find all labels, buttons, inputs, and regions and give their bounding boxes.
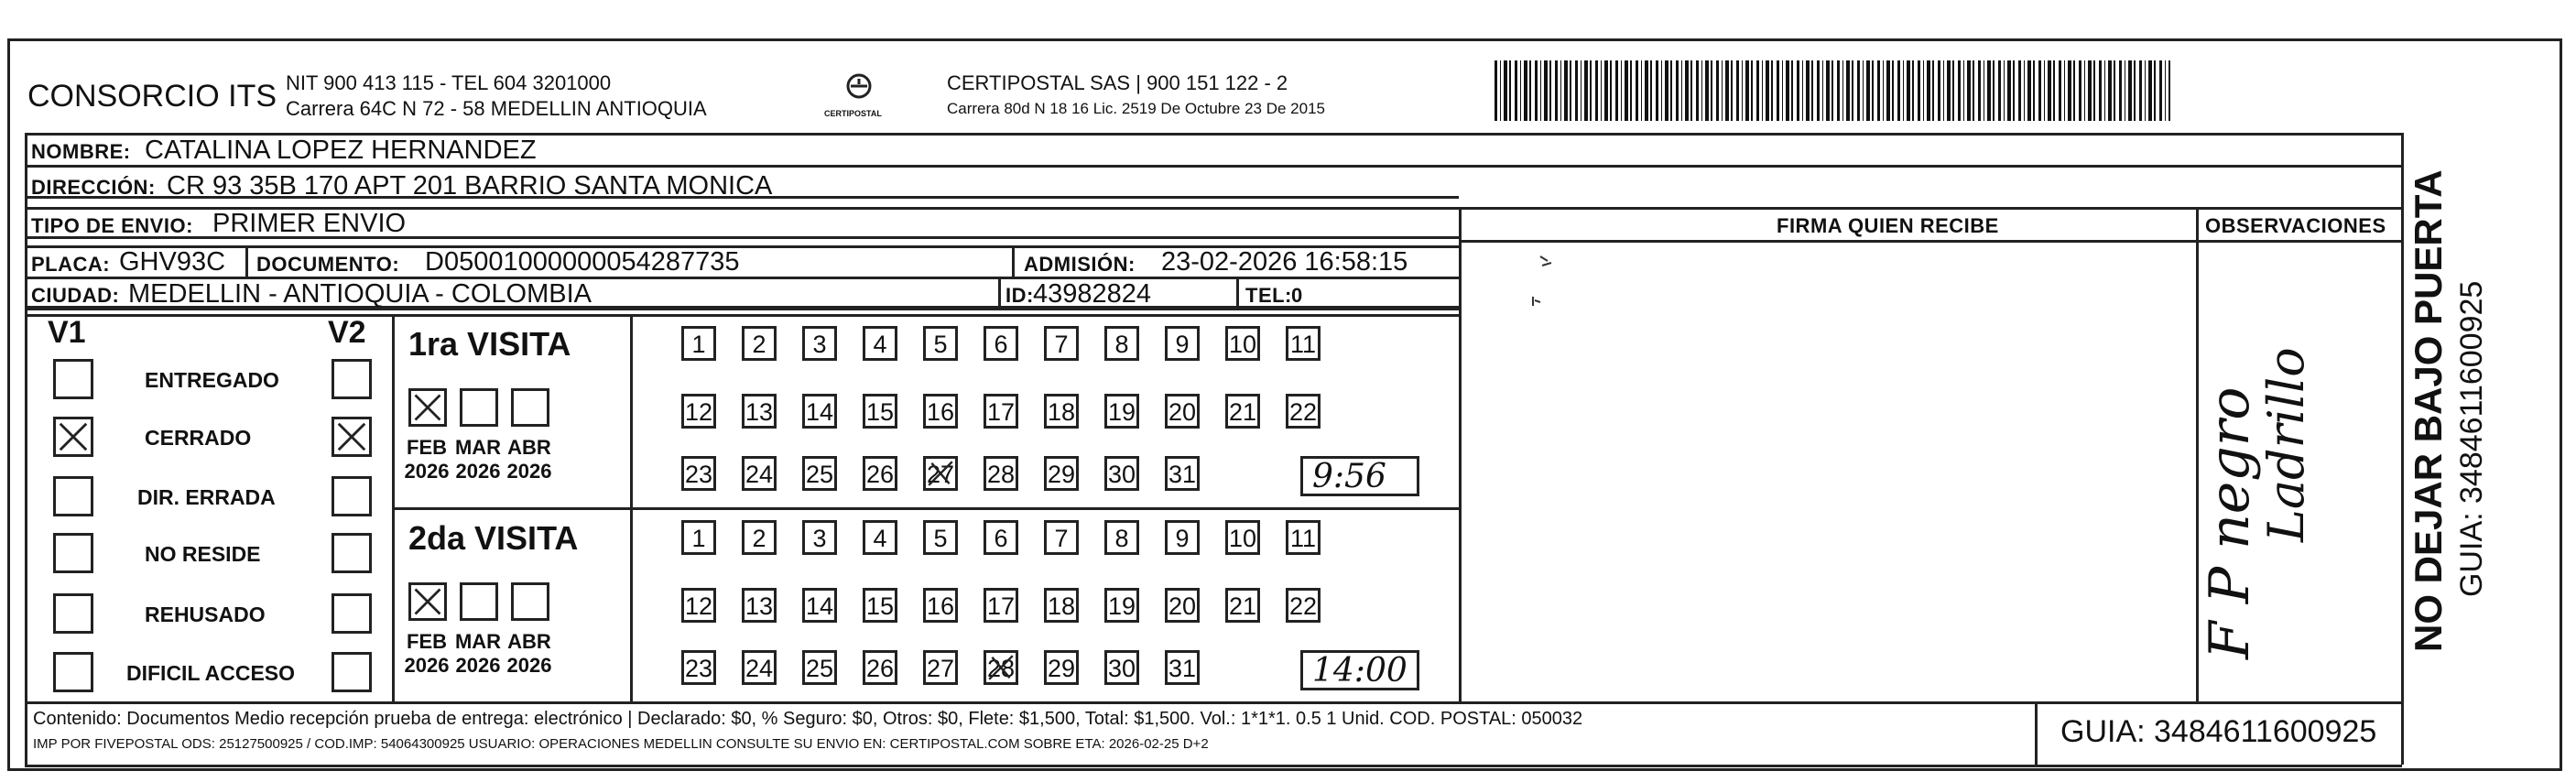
visit-0-day-27[interactable]: 27 <box>923 456 958 491</box>
observations-column-header: OBSERVACIONES <box>2205 214 2386 237</box>
status-v2-checkbox-3[interactable] <box>332 533 372 573</box>
visit-1-month-checkbox-1[interactable] <box>460 582 498 621</box>
certipostal-logo-text: CERTIPOSTAL <box>824 109 882 118</box>
visit-title-1: 2da VISITA <box>408 519 579 557</box>
visit-1-day-1[interactable]: 1 <box>681 520 716 555</box>
status-v1-checkbox-4[interactable] <box>53 593 93 634</box>
visit-1-day-17[interactable]: 17 <box>984 588 1018 623</box>
status-label-5: DIFICIL ACCESO <box>126 661 296 685</box>
visit-0-day-23[interactable]: 23 <box>681 456 716 491</box>
visit-1-day-24[interactable]: 24 <box>742 650 777 685</box>
visit-0-month-checkbox-0[interactable] <box>408 388 447 427</box>
admission-value: 23-02-2026 16:58:15 <box>1161 247 1408 277</box>
name-label: NOMBRE: <box>31 140 131 163</box>
status-label-2: DIR. ERRADA <box>137 485 276 509</box>
status-v2-checkbox-2[interactable] <box>332 476 372 516</box>
visit-0-day-11[interactable]: 11 <box>1286 326 1321 361</box>
visit-0-day-21[interactable]: 21 <box>1225 394 1260 429</box>
address-label: DIRECCIÓN: <box>31 176 156 199</box>
visit-0-month-year-2: 2026 <box>506 460 552 483</box>
sender-nit-tel: NIT 900 413 115 - TEL 604 3201000 <box>286 71 612 94</box>
signature-column-header: FIRMA QUIEN RECIBE <box>1777 214 1999 237</box>
visit-1-month-label-2 <box>502 630 557 679</box>
visit-0-day-4[interactable]: 4 <box>863 326 897 361</box>
visit-0-month-label-2 <box>502 436 557 484</box>
visit-0-day-1[interactable]: 1 <box>681 326 716 361</box>
visit-0-day-5[interactable]: 5 <box>923 326 958 361</box>
no-leave-under-door-notice: NO DEJAR BAJO PUERTA <box>2407 169 2450 652</box>
check-x-icon <box>411 391 444 424</box>
visit-0-day-6[interactable]: 6 <box>984 326 1018 361</box>
visit-0-month-checkbox-1[interactable] <box>460 388 498 427</box>
visit-0-day-12[interactable]: 12 <box>681 394 716 429</box>
city-label: CIUDAD: <box>31 284 120 307</box>
visit-1-month-label-1 <box>451 630 505 679</box>
visit-1-day-15[interactable]: 15 <box>863 588 897 623</box>
visit-1-time-box[interactable] <box>1300 650 1419 690</box>
sender-company: CONSORCIO ITS <box>27 79 277 114</box>
status-v2-checkbox-4[interactable] <box>332 593 372 634</box>
document-label: DOCUMENTO: <box>256 253 400 276</box>
carrier-name: CERTIPOSTAL SAS | 900 151 122 - 2 <box>947 71 1288 94</box>
status-label-3: NO RESIDE <box>145 542 261 566</box>
status-label-4: REHUSADO <box>145 603 266 626</box>
visit-1-day-2[interactable]: 2 <box>742 520 777 555</box>
visit-title-0: 1ra VISITA <box>408 325 571 363</box>
visit-0-month-label-1 <box>451 436 505 484</box>
status-v2-checkbox-0[interactable] <box>332 359 372 399</box>
visit-1-day-28[interactable]: 28 <box>984 650 1018 685</box>
visit-0-month-name-1: MAR <box>454 436 502 459</box>
visit-1-month-checkbox-2[interactable] <box>511 582 549 621</box>
visit-1-day-25[interactable]: 25 <box>802 650 837 685</box>
visit-1-day-22[interactable]: 22 <box>1286 588 1321 623</box>
plate-label: PLACA: <box>31 253 111 276</box>
id-label: ID: <box>1005 284 1034 307</box>
visit-1-day-12[interactable]: 12 <box>681 588 716 623</box>
visit-1-day-6[interactable]: 6 <box>984 520 1018 555</box>
visit-0-day-29[interactable]: 29 <box>1044 456 1079 491</box>
visit-1-day-10[interactable]: 10 <box>1225 520 1260 555</box>
visit-0-month-year-0: 2026 <box>404 460 450 483</box>
recipient-address: CR 93 35B 170 APT 201 BARRIO SANTA MONICA <box>167 171 773 201</box>
visit-1-day-7[interactable]: 7 <box>1044 520 1079 555</box>
signature-marks <box>1520 249 1630 322</box>
sender-address: Carrera 64C N 72 - 58 MEDELLIN ANTIOQUIA <box>286 97 707 120</box>
visit-0-day-17[interactable]: 17 <box>984 394 1018 429</box>
visit-1-day-20[interactable]: 20 <box>1165 588 1200 623</box>
certipostal-logo-icon <box>841 71 877 108</box>
plate-value: GHV93C <box>119 247 226 277</box>
visit-1-day-16[interactable]: 16 <box>923 588 958 623</box>
admission-label: ADMISIÓN: <box>1024 253 1136 276</box>
visit-1-day-23[interactable]: 23 <box>681 650 716 685</box>
visit-1-day-5[interactable]: 5 <box>923 520 958 555</box>
visit-1-month-checkbox-0[interactable] <box>408 582 447 621</box>
observation-handwriting-line1: Ladrillo <box>2257 347 2315 542</box>
visit-0-day-13[interactable]: 13 <box>742 394 777 429</box>
status-v1-checkbox-1[interactable] <box>53 417 93 457</box>
city-value: MEDELLIN - ANTIOQUIA - COLOMBIA <box>128 279 592 309</box>
footer-guide-number: GUIA: 3484611600925 <box>2060 714 2377 749</box>
visit-0-time: 9:56 <box>1312 458 1386 495</box>
visit-1-day-9[interactable]: 9 <box>1165 520 1200 555</box>
side-guide-number: GUIA: 3484611600925 <box>2454 280 2489 597</box>
check-x-icon <box>334 419 369 454</box>
visit-1-month-label-0 <box>399 630 454 679</box>
status-v1-checkbox-2[interactable] <box>53 476 93 516</box>
visit-0-day-8[interactable]: 8 <box>1104 326 1139 361</box>
visit-0-month-name-0: FEB <box>407 436 447 459</box>
visit-1-day-13[interactable]: 13 <box>742 588 777 623</box>
visit-0-day-10[interactable]: 10 <box>1225 326 1260 361</box>
visit-0-day-28[interactable]: 28 <box>984 456 1018 491</box>
visit-1-month-name-1: MAR <box>454 630 502 653</box>
visit-1-day-8[interactable]: 8 <box>1104 520 1139 555</box>
visit-1-day-19[interactable]: 19 <box>1104 588 1139 623</box>
visit-0-day-26[interactable]: 26 <box>863 456 897 491</box>
visit-0-month-year-1: 2026 <box>455 460 501 483</box>
visit-0-day-20[interactable]: 20 <box>1165 394 1200 429</box>
visit-1-day-4[interactable]: 4 <box>863 520 897 555</box>
carrier-address: Carrera 80d N 18 16 Lic. 2519 De Octubre 23 De 2015 <box>947 100 1325 117</box>
status-v2-checkbox-5[interactable] <box>332 652 372 692</box>
id-value: 43982824 <box>1033 279 1152 309</box>
ship-type: PRIMER ENVIO <box>212 209 407 238</box>
day-strike-icon <box>986 653 1016 682</box>
visit-0-month-checkbox-2[interactable] <box>511 388 549 427</box>
visit-1-day-18[interactable]: 18 <box>1044 588 1079 623</box>
visit-0-day-3[interactable]: 3 <box>802 326 837 361</box>
visit-0-day-7[interactable]: 7 <box>1044 326 1079 361</box>
visit-1-month-name-0: FEB <box>407 630 447 653</box>
visit-0-day-9[interactable]: 9 <box>1165 326 1200 361</box>
visit-1-month-year-0: 2026 <box>404 654 450 678</box>
visit-1-day-26[interactable]: 26 <box>863 650 897 685</box>
visit-1-day-11[interactable]: 11 <box>1286 520 1321 555</box>
v2-header: V2 <box>328 315 366 350</box>
visit-1-day-31[interactable]: 31 <box>1165 650 1200 685</box>
document-value: D05001000000054287735 <box>425 247 740 277</box>
day-strike-icon <box>926 459 955 488</box>
visit-0-month-label-0 <box>399 436 454 484</box>
status-label-1: CERRADO <box>145 426 252 450</box>
v1-header: V1 <box>48 315 86 350</box>
visit-0-day-2[interactable]: 2 <box>742 326 777 361</box>
visit-0-day-19[interactable]: 19 <box>1104 394 1139 429</box>
status-v2-checkbox-1[interactable] <box>332 417 372 457</box>
visit-0-day-15[interactable]: 15 <box>863 394 897 429</box>
status-v1-checkbox-5[interactable] <box>53 652 93 692</box>
visit-0-day-24[interactable]: 24 <box>742 456 777 491</box>
check-x-icon <box>411 585 444 618</box>
visit-1-day-21[interactable]: 21 <box>1225 588 1260 623</box>
visit-0-day-14[interactable]: 14 <box>802 394 837 429</box>
visit-0-day-18[interactable]: 18 <box>1044 394 1079 429</box>
status-label-0: ENTREGADO <box>145 368 279 392</box>
visit-0-month-name-2: ABR <box>507 436 551 459</box>
visit-1-day-29[interactable]: 29 <box>1044 650 1079 685</box>
visit-0-day-16[interactable]: 16 <box>923 394 958 429</box>
status-v1-checkbox-3[interactable] <box>53 533 93 573</box>
visit-1-day-27[interactable]: 27 <box>923 650 958 685</box>
visit-0-time-box[interactable] <box>1300 456 1419 496</box>
visit-0-day-22[interactable]: 22 <box>1286 394 1321 429</box>
visit-1-month-year-2: 2026 <box>506 654 552 678</box>
visit-0-day-25[interactable]: 25 <box>802 456 837 491</box>
visit-1-day-3[interactable]: 3 <box>802 520 837 555</box>
visit-0-day-31[interactable]: 31 <box>1165 456 1200 491</box>
footer-printed-info: IMP POR FIVEPOSTAL ODS: 25127500925 / COD.IMP: 54064300925 USUARIO: OPERACIONES MEDELLIN CONSULTE SU ENVIO EN: CERTIPOSTAL.COM SOBRE ETA: 2026-02-25 D+2 <box>33 736 1209 752</box>
status-v1-checkbox-0[interactable] <box>53 359 93 399</box>
visit-1-month-year-1: 2026 <box>455 654 501 678</box>
recipient-name: CATALINA LOPEZ HERNANDEZ <box>145 136 537 165</box>
tel-value: 0 <box>1291 284 1303 307</box>
barcode <box>1495 60 2170 121</box>
check-x-icon <box>56 419 91 454</box>
visit-1-month-name-2: ABR <box>507 630 551 653</box>
footer-contents: Contenido: Documentos Medio recepción prueba de entrega: electrónico | Declarado: $0, % Seguro: $0, Otros: $0, Flete: $1,500, Total: $1,500. Vol.: 1*1*1. 0.5 1 Unid. COD. POSTAL: 050032 <box>33 709 1583 729</box>
tel-label: TEL: <box>1245 284 1292 307</box>
observation-handwriting-line2: F P negro <box>2198 386 2262 659</box>
ship-type-label: TIPO DE ENVIO: <box>31 214 193 237</box>
visit-1-day-30[interactable]: 30 <box>1104 650 1139 685</box>
visit-1-day-14[interactable]: 14 <box>802 588 837 623</box>
visit-0-day-30[interactable]: 30 <box>1104 456 1139 491</box>
visit-1-time: 14:00 <box>1312 652 1408 690</box>
